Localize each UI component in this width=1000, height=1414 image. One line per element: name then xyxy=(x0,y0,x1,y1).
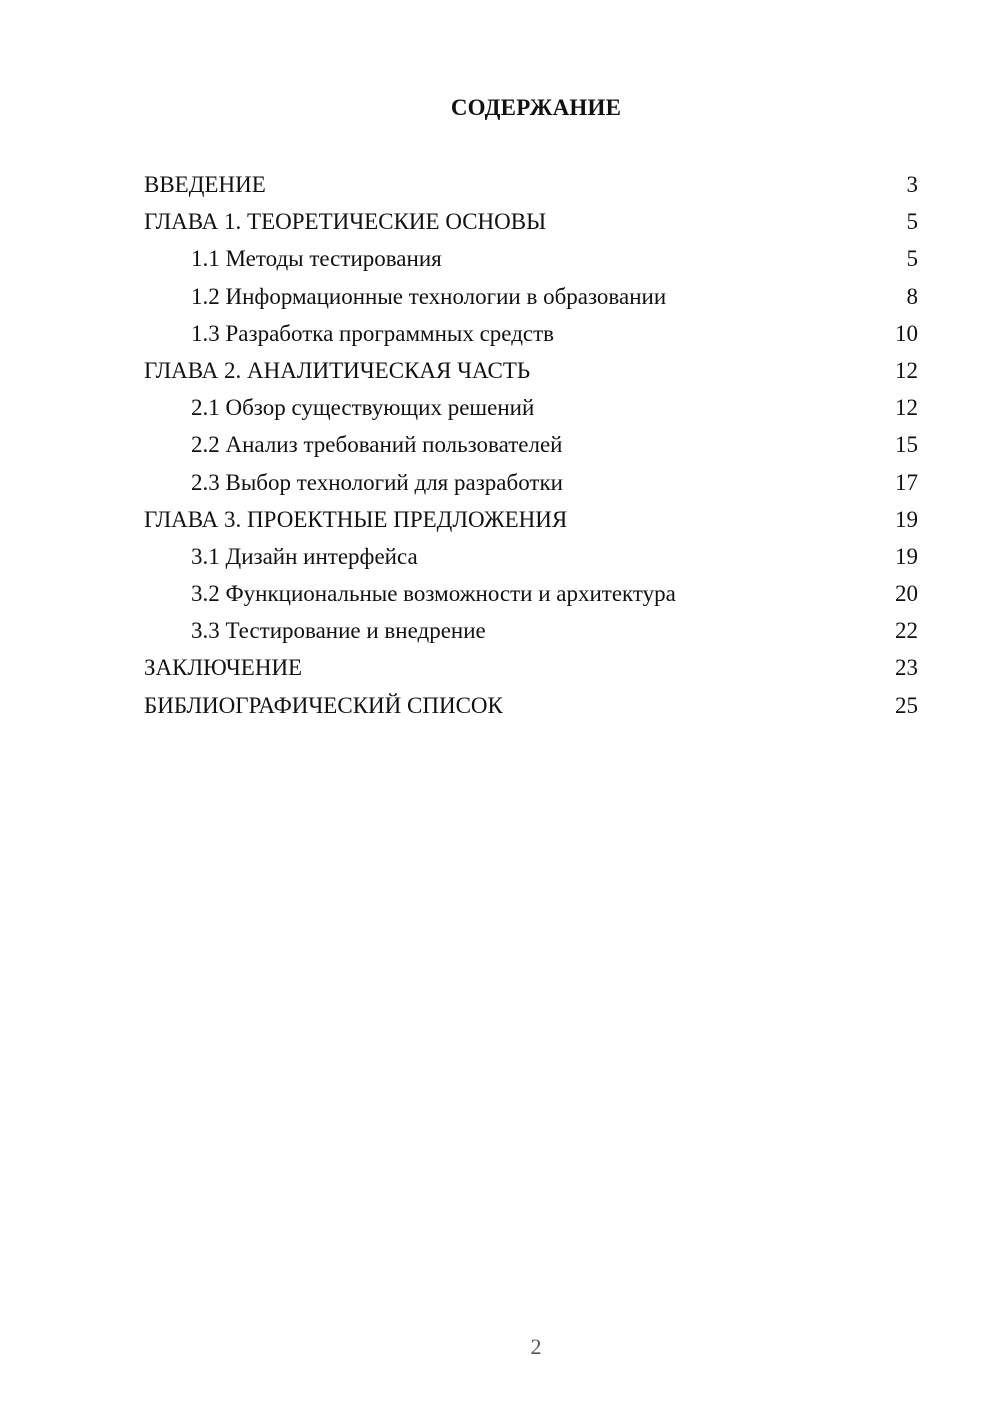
toc-entry-page: 8 xyxy=(906,283,918,309)
toc-entry-label: 3.2 Функциональные возможности и архитектура xyxy=(191,581,676,607)
toc-entry-page: 19 xyxy=(895,543,918,569)
toc-entry-label: ВВЕДЕНИЕ xyxy=(144,172,266,197)
toc-entry-page: 10 xyxy=(895,320,918,346)
toc-entry-page: 5 xyxy=(906,246,918,272)
toc-title: СОДЕРЖАНИЕ xyxy=(450,95,622,120)
toc-entry-page: 12 xyxy=(895,395,918,421)
toc-entry xyxy=(144,166,918,203)
toc-entry-label: 3.1 Дизайн интерфейса xyxy=(191,543,418,569)
toc-entry-label: 1.3 Разработка программных средств xyxy=(191,320,555,346)
toc-entry-page: 20 xyxy=(895,581,918,607)
toc-entry-label: 2.2 Анализ требований пользователей xyxy=(191,432,563,458)
toc-subentry xyxy=(144,426,918,463)
toc-entry-page: 12 xyxy=(895,357,918,383)
toc-entry-label: 2.3 Выбор технологий для разработки xyxy=(191,469,563,495)
toc-subentry xyxy=(144,575,918,612)
toc-entry-label: ГЛАВА 3. ПРОЕКТНЫЕ ПРЕДЛОЖЕНИЯ xyxy=(144,506,568,532)
toc-entry-label: 3.3 Тестирование и внедрение xyxy=(191,618,486,644)
toc-entry-label: ЗАКЛЮЧЕНИЕ xyxy=(144,655,303,681)
toc-entry xyxy=(144,501,918,538)
toc-entry xyxy=(144,352,918,389)
toc-entry-page: 19 xyxy=(895,506,918,532)
toc-entry-label: 1.2 Информационные технологии в образовании xyxy=(191,283,667,309)
toc-entry xyxy=(144,649,918,686)
toc-entry-page: 25 xyxy=(895,692,918,718)
toc-entry-page: 22 xyxy=(895,618,918,644)
toc-subentry xyxy=(144,278,918,315)
toc-subentry xyxy=(144,240,918,277)
page-number: 2 xyxy=(530,1334,542,1359)
toc-entry xyxy=(144,203,918,240)
toc-entry-page: 15 xyxy=(895,432,918,458)
toc-entry-label: БИБЛИОГРАФИЧЕСКИЙ СПИСОК xyxy=(144,692,503,718)
toc-subentry xyxy=(144,464,918,501)
toc-subentry xyxy=(144,315,918,352)
toc-entry-page: 5 xyxy=(906,209,918,235)
toc-entry xyxy=(144,687,918,724)
toc-subentry xyxy=(144,612,918,649)
toc-entry-label: 2.1 Обзор существующих решений xyxy=(191,395,535,421)
table-of-contents xyxy=(144,166,918,724)
toc-entry-page: 17 xyxy=(895,469,918,495)
toc-subentry xyxy=(144,389,918,426)
toc-entry-label: ГЛАВА 1. ТЕОРЕТИЧЕСКИЕ ОСНОВЫ xyxy=(144,209,547,235)
toc-entry-page: 23 xyxy=(895,655,918,681)
toc-subentry xyxy=(144,538,918,575)
toc-entry-label: 1.1 Методы тестирования xyxy=(191,246,442,272)
toc-entry-label: ГЛАВА 2. АНАЛИТИЧЕСКАЯ ЧАСТЬ xyxy=(144,357,531,383)
toc-entry-page: 3 xyxy=(906,172,918,197)
